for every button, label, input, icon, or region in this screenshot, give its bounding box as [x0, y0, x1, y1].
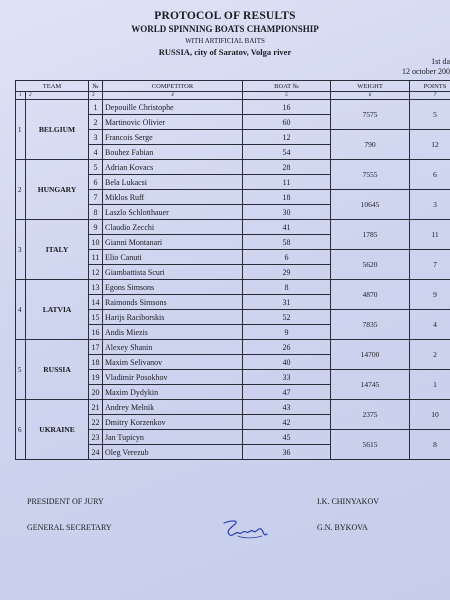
team-name: UKRAINE: [26, 400, 89, 460]
competitor-number: 10: [89, 235, 103, 250]
competitor-row: [16, 400, 450, 415]
team-name: RUSSIA: [26, 340, 89, 400]
boat-number: 11: [243, 175, 331, 190]
competitor-row: [16, 280, 450, 295]
boat-weight: 7575: [331, 100, 410, 130]
boat-points: 11: [410, 220, 450, 250]
competitor-name: Oleg Verezub: [103, 445, 243, 460]
competitor-number: 21: [89, 400, 103, 415]
boat-weight: 1785: [331, 220, 410, 250]
competitor-name: Miklos Ruff: [103, 190, 243, 205]
competitor-number: 23: [89, 430, 103, 445]
competitor-row: [16, 340, 450, 355]
column-index: 7: [410, 92, 450, 100]
boat-weight: 2375: [331, 400, 410, 430]
competitor-number: 20: [89, 385, 103, 400]
competitor-number: 18: [89, 355, 103, 370]
competitor-name: Dmitry Korzenkov: [103, 415, 243, 430]
competitor-name: Adrian Kovacs: [103, 160, 243, 175]
boat-weight: 14745: [331, 370, 410, 400]
competitor-number: 8: [89, 205, 103, 220]
boat-number: 33: [243, 370, 331, 385]
boat-number: 43: [243, 400, 331, 415]
boat-points: 10: [410, 400, 450, 430]
boat-number: 9: [243, 325, 331, 340]
competitor-name: Francois Serge: [103, 130, 243, 145]
boat-weight: 7555: [331, 160, 410, 190]
boat-number: 28: [243, 160, 331, 175]
president-name: I.K. CHINYAKOV: [317, 497, 379, 506]
competitor-number: 13: [89, 280, 103, 295]
competitor-number: 9: [89, 220, 103, 235]
column-index: 3: [89, 92, 103, 100]
competitor-number: 3: [89, 130, 103, 145]
location-line: RUSSIA, city of Saratov, Volga river: [158, 47, 292, 57]
president-label: PRESIDENT OF JURY: [27, 497, 104, 506]
competitor-number: 7: [89, 190, 103, 205]
competitor-name: Claudio Zecchi: [103, 220, 243, 235]
protocol-title: PROTOCOL OF RESULTS: [154, 10, 296, 22]
competitor-name: Laszlo Schlotthauer: [103, 205, 243, 220]
number-header: №: [89, 81, 103, 92]
team-name: ITALY: [26, 220, 89, 280]
competitor-name: Andis Miezis: [103, 325, 243, 340]
competitor-name: Maxim Dydykin: [103, 385, 243, 400]
weight-header: WEIGHT: [331, 81, 410, 92]
boat-points: 9: [410, 280, 450, 310]
boat-number: 47: [243, 385, 331, 400]
competitor-name: Elio Canuti: [103, 250, 243, 265]
boat-points: 8: [410, 430, 450, 460]
boat-number: 58: [243, 235, 331, 250]
boat-number: 16: [243, 100, 331, 115]
boat-number: 31: [243, 295, 331, 310]
column-index: 1: [16, 92, 26, 100]
competitor-number: 11: [89, 250, 103, 265]
boat-weight: 14700: [331, 340, 410, 370]
boat-header: BOAT №: [243, 81, 331, 92]
boat-number: 18: [243, 190, 331, 205]
competitor-number: 2: [89, 115, 103, 130]
competitor-name: Jan Tupicyn: [103, 430, 243, 445]
competitor-number: 15: [89, 310, 103, 325]
boat-number: 26: [243, 340, 331, 355]
competitor-name: Maxim Selivanov: [103, 355, 243, 370]
boat-number: 6: [243, 250, 331, 265]
boat-points: 6: [410, 160, 450, 190]
competitor-row: [16, 160, 450, 175]
baits-subtitle: WITH ARTIFICIAL BAITS: [185, 37, 265, 45]
competitor-number: 4: [89, 145, 103, 160]
competitor-number: 6: [89, 175, 103, 190]
team-number: 6: [16, 400, 26, 460]
boat-number: 40: [243, 355, 331, 370]
competitor-number: 1: [89, 100, 103, 115]
boat-weight: 5620: [331, 250, 410, 280]
competitor-name: Vladimir Posokhov: [103, 370, 243, 385]
boat-number: 54: [243, 145, 331, 160]
boat-number: 52: [243, 310, 331, 325]
boat-points: 12: [410, 130, 450, 160]
boat-number: 41: [243, 220, 331, 235]
boat-points: 2: [410, 340, 450, 370]
team-number: 1: [16, 100, 26, 160]
boat-number: 42: [243, 415, 331, 430]
competitor-number: 22: [89, 415, 103, 430]
team-number: 5: [16, 340, 26, 400]
competitor-number: 19: [89, 370, 103, 385]
competitor-number: 5: [89, 160, 103, 175]
column-index: 4: [103, 92, 243, 100]
column-index: 6: [331, 92, 410, 100]
team-name: HUNGARY: [26, 160, 89, 220]
boat-points: 3: [410, 190, 450, 220]
competitor-header: COMPETITOR: [103, 81, 243, 92]
competitor-number: 24: [89, 445, 103, 460]
competitor-name: Gianni Montanari: [103, 235, 243, 250]
competitor-name: Raimonds Simsons: [103, 295, 243, 310]
competitor-number: 12: [89, 265, 103, 280]
boat-number: 30: [243, 205, 331, 220]
boat-points: 5: [410, 100, 450, 130]
competitor-name: Giambattista Scuri: [103, 265, 243, 280]
team-header: TEAM: [16, 81, 89, 92]
competitor-number: 16: [89, 325, 103, 340]
competition-day: 1st da: [431, 57, 450, 66]
team-number: 2: [16, 160, 26, 220]
boat-number: 29: [243, 265, 331, 280]
team-name: LATVIA: [26, 280, 89, 340]
competitor-name: Andrey Melnik: [103, 400, 243, 415]
column-index: 2: [26, 92, 89, 100]
competitor-number: 14: [89, 295, 103, 310]
competitor-name: Harijs Raciborskis: [103, 310, 243, 325]
team-number: 4: [16, 280, 26, 340]
boat-weight: 4870: [331, 280, 410, 310]
competitor-name: Egons Simsons: [103, 280, 243, 295]
competitor-name: Bela Lukacsi: [103, 175, 243, 190]
competitor-name: Martinovic Olivier: [103, 115, 243, 130]
competitor-number: 17: [89, 340, 103, 355]
results-body: [16, 100, 450, 460]
team-number: 3: [16, 220, 26, 280]
boat-weight: 10645: [331, 190, 410, 220]
boat-weight: 5615: [331, 430, 410, 460]
signature: [218, 517, 274, 543]
competitor-row: [16, 100, 450, 115]
boat-number: 60: [243, 115, 331, 130]
boat-points: 7: [410, 250, 450, 280]
column-index: 5: [243, 92, 331, 100]
boat-number: 8: [243, 280, 331, 295]
results-table: [15, 80, 450, 460]
boat-weight: 790: [331, 130, 410, 160]
competitor-name: Bouhez Fabian: [103, 145, 243, 160]
boat-points: 4: [410, 310, 450, 340]
boat-number: 12: [243, 130, 331, 145]
boat-number: 36: [243, 445, 331, 460]
competitor-name: Depouille Christophe: [103, 100, 243, 115]
column-index-row: [16, 92, 450, 100]
team-name: BELGIUM: [26, 100, 89, 160]
competitor-row: [16, 220, 450, 235]
secretary-label: GENERAL SECRETARY: [27, 523, 112, 532]
secretary-name: G.N. BYKOVA: [317, 523, 368, 532]
boat-points: 1: [410, 370, 450, 400]
header-row: [16, 81, 450, 92]
points-header: POINTS: [410, 81, 450, 92]
competitor-name: Alexey Shanin: [103, 340, 243, 355]
championship-title: WORLD SPINNING BOATS CHAMPIONSHIP: [131, 24, 319, 34]
competition-date: 12 october 200: [402, 67, 450, 76]
boat-weight: 7835: [331, 310, 410, 340]
boat-number: 45: [243, 430, 331, 445]
